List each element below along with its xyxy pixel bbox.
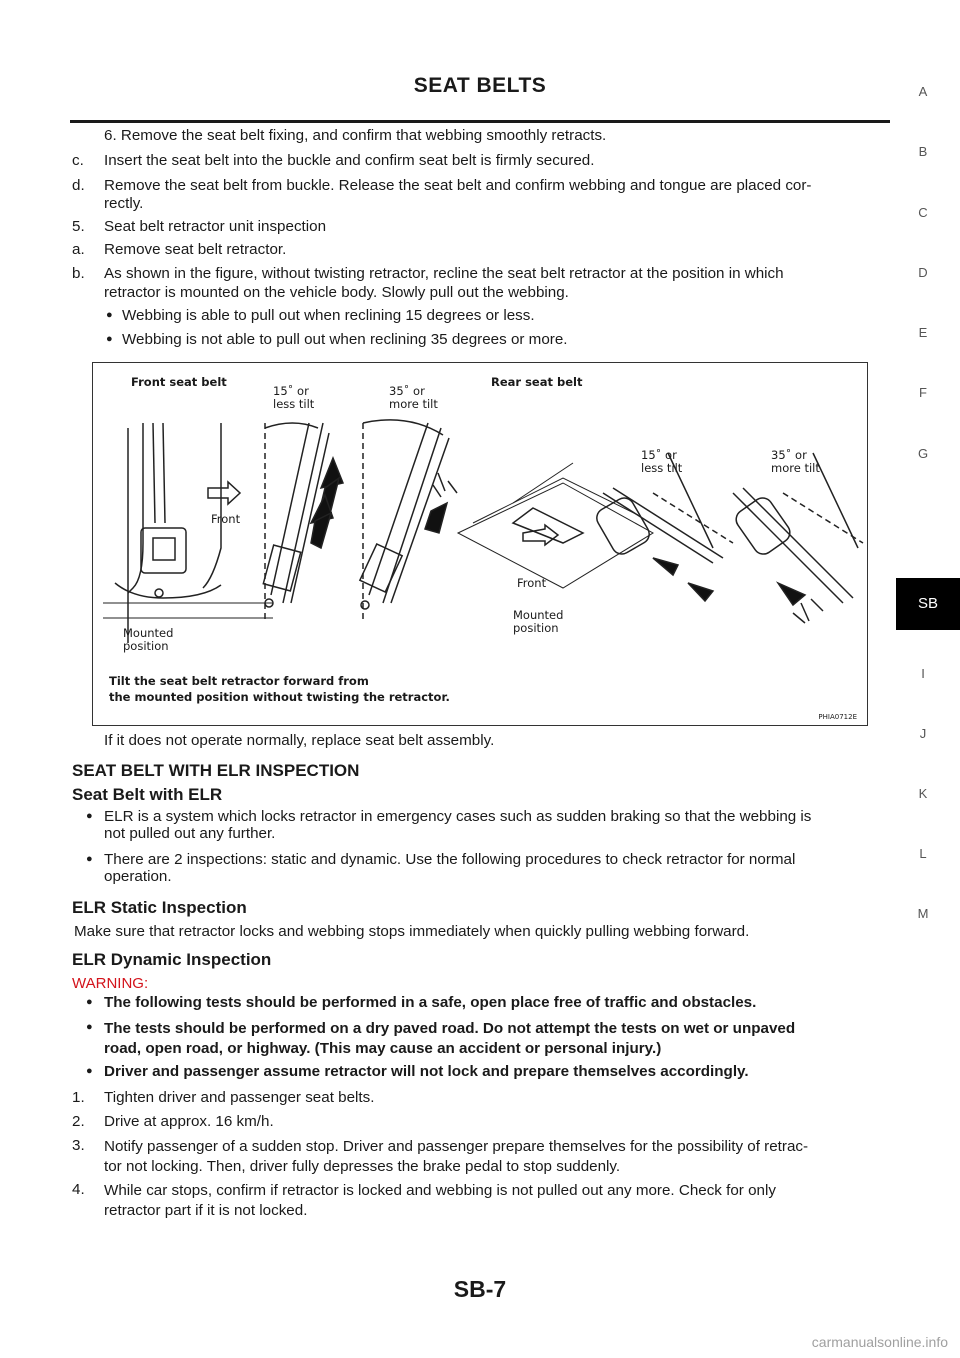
figure-code: PHIA0712E <box>818 713 857 721</box>
step-c-num: c. <box>72 152 84 169</box>
bullet-text: Webbing is able to pull out when reclining 15 degrees or less. <box>122 307 535 324</box>
step-b-text: As shown in the figure, without twisting retractor, recline the seat belt retractor at the position in which <box>104 265 784 282</box>
figure-mounted-rear: Mounted position <box>513 608 564 635</box>
dynamic-step-num: 4. <box>72 1181 85 1198</box>
dynamic-step-text: Drive at approx. 16 km/h. <box>104 1113 274 1130</box>
side-index-letter[interactable]: K <box>918 786 928 801</box>
side-index-letter[interactable]: B <box>918 144 928 159</box>
figure-tilt15-rear: 15˚ or less tilt <box>641 448 683 475</box>
side-index-letter[interactable]: D <box>918 265 928 280</box>
side-index-letter[interactable]: A <box>918 84 928 99</box>
figure-rear-title: Rear seat belt <box>491 375 583 389</box>
side-index-letter[interactable]: I <box>921 666 925 681</box>
side-index-active-tab[interactable]: SB <box>896 578 960 630</box>
dynamic-step-text: Tighten driver and passenger seat belts. <box>104 1089 375 1106</box>
side-index-letter[interactable]: C <box>918 205 928 220</box>
after-figure-text: If it does not operate normally, replace seat belt assembly. <box>104 732 495 749</box>
step-a-num: a. <box>72 241 85 258</box>
dynamic-title: ELR Dynamic Inspection <box>72 950 272 969</box>
page-title: SEAT BELTS <box>413 74 547 97</box>
figure-tilt35-rear: 35˚ or more tilt <box>771 448 820 475</box>
dynamic-step-text: While car stops, confirm if retractor is locked and webbing is not pulled out any more. Check for only retractor part if it is not locked. <box>104 1182 776 1219</box>
step-d-text-cont: rectly. <box>104 195 144 212</box>
side-index-letter[interactable]: F <box>919 385 927 400</box>
bullet-icon: ● <box>86 853 93 865</box>
bullet-icon: ● <box>106 333 113 345</box>
dynamic-step-num: 2. <box>72 1113 85 1130</box>
dynamic-step-text: Notify passenger of a sudden stop. Driver and passenger prepare themselves for the possibility of retrac- tor not locking. Then, driver fully depresses the brake pedal to stop suddenly. <box>104 1138 809 1175</box>
figure-front-arrow-label-rear: Front <box>517 576 547 590</box>
bullet-icon: ● <box>86 1021 93 1033</box>
bullet-icon: ● <box>86 996 93 1008</box>
figure-mounted-front: Mounted position <box>123 626 174 653</box>
figure-tilt35-front: 35˚ or more tilt <box>389 384 438 411</box>
static-text: Make sure that retractor locks and webbing stops immediately when quickly pulling webbing forward. <box>74 923 750 940</box>
dynamic-step-num: 3. <box>72 1137 85 1154</box>
step-b-text-cont: retractor is mounted on the vehicle body. Slowly pull out the webbing. <box>104 284 569 301</box>
static-title: ELR Static Inspection <box>72 898 247 917</box>
bullet-icon: ● <box>106 309 113 321</box>
figure-front-arrow-label: Front <box>211 512 241 526</box>
bullet-text: Webbing is not able to pull out when reclining 35 degrees or more. <box>122 331 568 348</box>
subsection-title: Seat Belt with ELR <box>72 785 223 804</box>
warning-bullet: The tests should be performed on a dry paved road. Do not attempt the tests on wet or unpaved road, open road, or highway. (This may cause an accident or personal injury.) <box>104 1020 796 1057</box>
side-index-letter[interactable]: E <box>918 325 928 340</box>
section-title: SEAT BELT WITH ELR INSPECTION <box>72 761 360 780</box>
elr-bullet: There are 2 inspections: static and dynamic. Use the following procedures to check retractor for normal operation. <box>104 851 796 885</box>
step-b-num: b. <box>72 265 85 282</box>
step-d-text: Remove the seat belt from buckle. Release the seat belt and confirm webbing and tongue are placed cor- <box>104 177 812 194</box>
side-index-letter[interactable]: M <box>917 906 929 921</box>
step-c-text: Insert the seat belt into the buckle and confirm seat belt is firmly secured. <box>104 152 595 169</box>
warning-bullet: The following tests should be performed in a safe, open place free of traffic and obstacles. <box>104 994 757 1011</box>
step-5-text: Seat belt retractor unit inspection <box>104 218 327 235</box>
dynamic-step-num: 1. <box>72 1089 85 1106</box>
bullet-icon: ● <box>86 1065 93 1077</box>
step-a-text: Remove seat belt retractor. <box>104 241 287 258</box>
side-index-letter[interactable]: J <box>919 726 927 741</box>
side-index-letter[interactable]: G <box>917 446 929 461</box>
figure-tilt15-front: 15˚ or less tilt <box>273 384 315 411</box>
page-number: SB-7 <box>453 1276 507 1302</box>
warning-label: WARNING: <box>72 975 149 992</box>
step-6-text: 6. Remove the seat belt fixing, and confirm that webbing smoothly retracts. <box>104 127 607 144</box>
retractor-tilt-figure <box>92 362 868 726</box>
watermark[interactable]: carmanualsonline.info <box>811 1334 948 1350</box>
figure-front-title: Front seat belt <box>131 375 227 389</box>
figure-caption: Tilt the seat belt retractor forward from the mounted position without twisting the retractor. <box>109 674 450 704</box>
elr-bullet: ELR is a system which locks retractor in emergency cases such as sudden braking so that the webbing is not pulled out any further. <box>104 808 812 842</box>
warning-bullet: Driver and passenger assume retractor will not lock and prepare themselves accordingly. <box>104 1063 749 1080</box>
side-index-letter[interactable]: L <box>919 846 927 861</box>
step-5-num: 5. <box>72 218 85 235</box>
bullet-icon: ● <box>86 810 93 822</box>
header-rule <box>70 120 890 123</box>
step-d-num: d. <box>72 177 85 194</box>
